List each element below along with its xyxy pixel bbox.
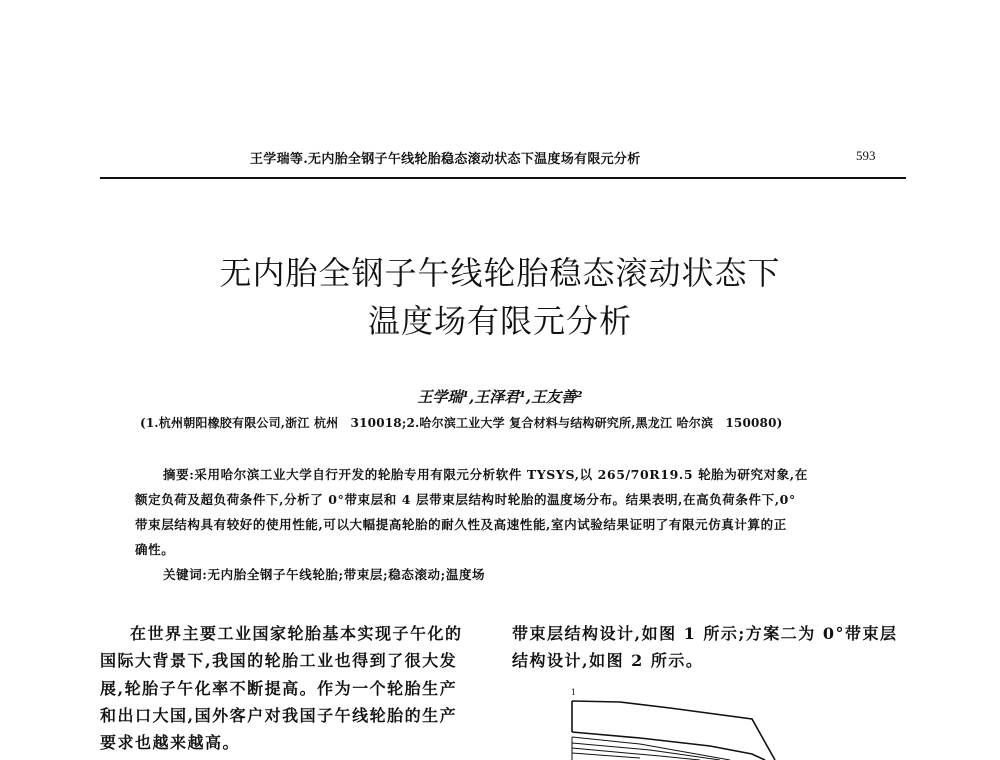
abstract-line: 确性。 bbox=[135, 542, 175, 557]
authors: 王学瑞¹,王泽君¹,王友善² bbox=[417, 388, 583, 406]
body-line: 在世界主要工业国家轮胎基本实现子午化的 bbox=[130, 624, 463, 643]
body-line: 要求也越来越高。 bbox=[100, 733, 241, 752]
paper-title-line2: 温度场有限元分析 bbox=[367, 302, 632, 340]
figure-tire-belt-structure bbox=[560, 680, 820, 760]
affiliation: (1.杭州朝阳橡胶有限公司,浙江 杭州 310018;2.哈尔滨工业大学 复合材料与结构研究所,黑龙江 哈尔滨 150080) bbox=[140, 416, 783, 430]
abstract-line: 带束层结构具有较好的使用性能,可以大幅提高轮胎的耐久性及高速性能,室内试验结果证明了有限元仿真计算的正 bbox=[135, 517, 787, 532]
body-line: 国际大背景下,我国的轮胎工业也得到了很大发 bbox=[100, 651, 458, 670]
abstract-line: 摘要:采用哈尔滨工业大学自行开发的轮胎专用有限元分析软件 TYSYS,以 265/70R19.5 轮胎为研究对象,在 bbox=[163, 467, 808, 482]
page-number: 593 bbox=[856, 148, 876, 163]
running-head: 王学瑞等.无内胎全钢子午线轮胎稳态滚动状态下温度场有限元分析 bbox=[250, 152, 641, 167]
body-line: 带束层结构设计,如图 1 所示;方案二为 0°带束层 bbox=[512, 624, 898, 643]
body-line: 展,轮胎子午化率不断提高。作为一个轮胎生产 bbox=[100, 679, 458, 698]
keywords: 关键词:无内胎全钢子午线轮胎;带束层;稳态滚动;温度场 bbox=[163, 567, 486, 582]
abstract-line: 额定负荷及超负荷条件下,分析了 0°带束层和 4 层带束层结构时轮胎的温度场分布。结果表明,在高负荷条件下,0° bbox=[135, 492, 796, 507]
paper-title-line1: 无内胎全钢子午线轮胎稳态滚动状态下 bbox=[219, 254, 781, 292]
body-line: 结构设计,如图 2 所示。 bbox=[512, 651, 704, 670]
body-line: 和出口大国,国外客户对我国子午线轮胎的生产 bbox=[100, 706, 458, 725]
figure-label: 1 bbox=[571, 688, 577, 697]
header-rule bbox=[100, 177, 906, 179]
